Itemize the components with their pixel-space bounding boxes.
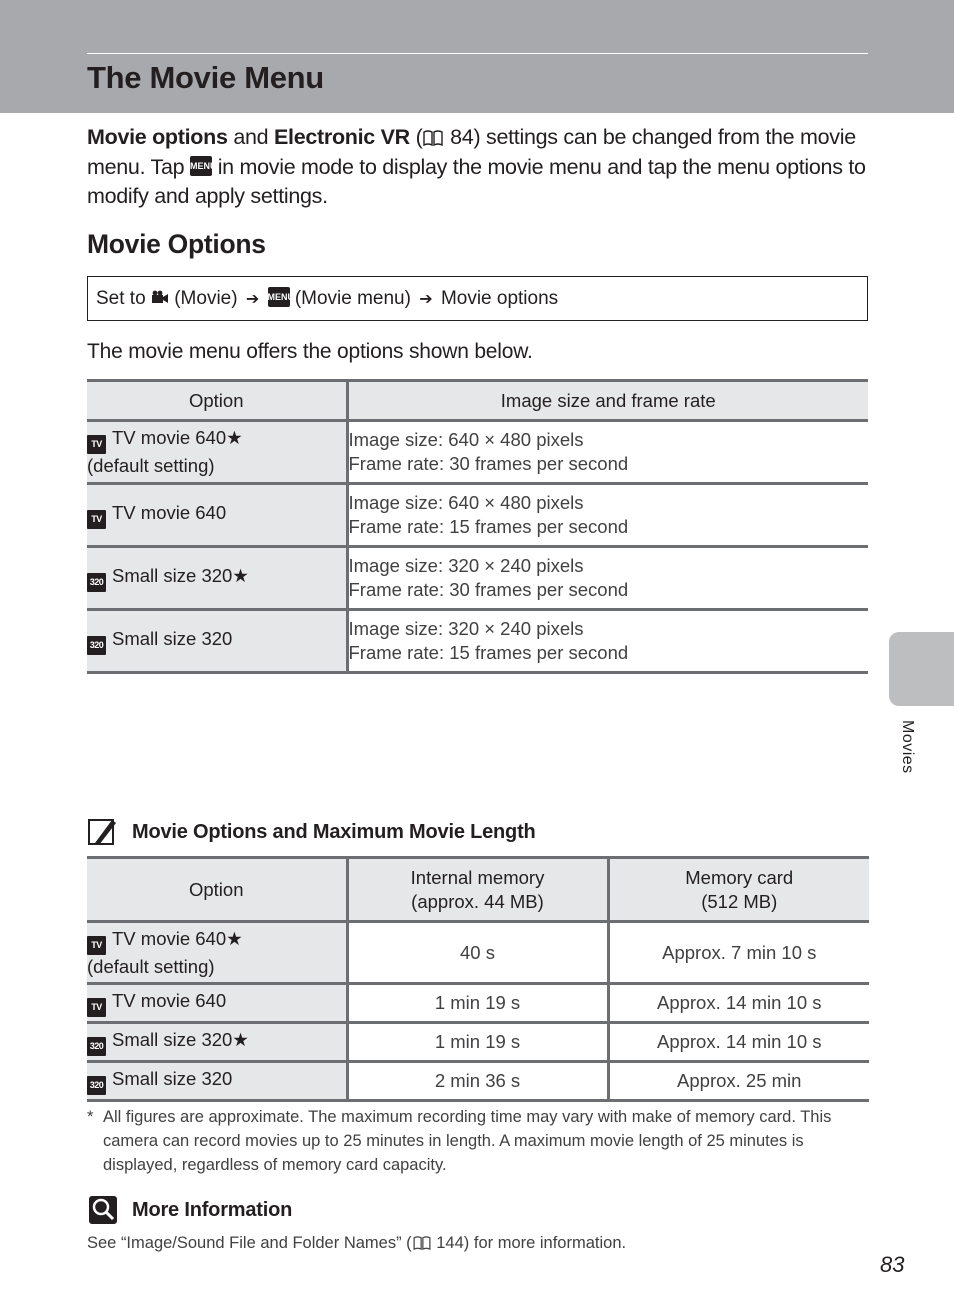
intro-text-1: settings can be changed from the movie menu. Tap (87, 125, 856, 179)
option-cell (87, 484, 347, 547)
image-size-text: Image size: 640 × 480 pixels (348, 429, 584, 450)
option-label: TV movie 640★ (112, 427, 243, 448)
internal-memory-label: Internal memory (410, 866, 545, 888)
option-label: TV movie 640 (112, 502, 227, 523)
intro-page-ref: 84 (450, 125, 474, 149)
memory-card-cell: Approx. 7 min 10 s (608, 922, 869, 984)
more-info-heading (88, 1194, 292, 1226)
path-movie-menu: (Movie menu) (294, 288, 411, 309)
internal-memory-cell: 1 min 19 s (347, 1023, 608, 1062)
value-cell (347, 610, 868, 673)
footnote-marker: * (87, 1108, 94, 1126)
table-row (87, 1023, 869, 1062)
column-header-internal-memory (347, 858, 608, 922)
memory-card-label: Memory card (685, 866, 794, 888)
section-title: Movie Options (87, 229, 266, 259)
column-header-memory-card (608, 858, 869, 922)
table-row (87, 984, 869, 1023)
option-cell (87, 547, 347, 610)
page-number: 83 (880, 1252, 905, 1277)
option-label: Small size 320★ (112, 565, 249, 586)
table-row (87, 1062, 869, 1101)
option-cell (87, 1062, 347, 1101)
tv-movie-icon: TV (87, 435, 106, 454)
memory-card-capacity: (512 MB) (701, 890, 778, 912)
value-cell (347, 421, 868, 484)
book-reference-icon (422, 130, 444, 146)
option-label: Small size 320 (112, 1068, 233, 1089)
option-label: Small size 320★ (112, 1029, 249, 1050)
frame-rate-text: Frame rate: 15 frames per second (348, 642, 629, 663)
frame-rate-text: Frame rate: 30 frames per second (348, 453, 629, 474)
note-pencil-icon (88, 817, 118, 847)
small-size-icon: 320 (87, 1076, 106, 1095)
more-info-title: More Information (132, 1198, 293, 1221)
frame-rate-text: Frame rate: 30 frames per second (348, 579, 629, 600)
intro-bold-electronic-vr: Electronic VR (274, 125, 410, 149)
option-cell (87, 610, 347, 673)
table-row (87, 547, 868, 610)
path-movie-options: Movie options (440, 288, 559, 309)
option-sublabel: (default setting) (87, 955, 215, 977)
side-tab (889, 632, 954, 706)
tv-movie-icon: TV (87, 998, 106, 1017)
intro-bold-movie-options: Movie options (87, 125, 228, 149)
column-header-option: Option (87, 858, 347, 922)
table-row (87, 922, 869, 984)
memory-card-cell: Approx. 25 min (608, 1062, 869, 1101)
column-header-image-size: Image size and frame rate (347, 381, 868, 421)
image-size-text: Image size: 640 × 480 pixels (348, 492, 584, 513)
more-info-text-after: ) for more information. (463, 1234, 627, 1252)
option-cell (87, 922, 347, 984)
option-cell (87, 421, 347, 484)
image-size-text: Image size: 320 × 240 pixels (348, 555, 584, 576)
more-info-text (87, 1234, 626, 1253)
frame-rate-text: Frame rate: 15 frames per second (348, 516, 629, 537)
more-info-magnifier-icon (88, 1195, 118, 1225)
table-row (87, 484, 868, 547)
small-size-icon: 320 (87, 573, 106, 592)
option-sublabel: (default setting) (87, 455, 215, 476)
option-label: Small size 320 (112, 628, 233, 649)
small-size-icon: 320 (87, 1037, 106, 1056)
internal-memory-cell: 2 min 36 s (347, 1062, 608, 1101)
value-cell (347, 547, 868, 610)
note-heading (88, 816, 536, 848)
memory-card-cell: Approx. 14 min 10 s (608, 984, 869, 1023)
options-intro-text: The movie menu offers the options shown below. (87, 340, 533, 363)
more-info-text-before: See “Image/Sound File and Folder Names” ( (87, 1234, 412, 1252)
option-cell (87, 1023, 347, 1062)
table-row (87, 610, 868, 673)
page-title: The Movie Menu (87, 60, 324, 95)
footnote-text: All figures are approximate. The maximum recording time may vary with make of memory card. This camera can record movies up to 25 minutes in length. A maximum movie length of 25 minutes is displayed, regardless of memory card capacity. (103, 1108, 832, 1174)
column-header-option: Option (87, 381, 347, 421)
option-label: TV movie 640★ (112, 927, 243, 949)
internal-memory-cell: 40 s (347, 922, 608, 984)
memory-card-cell: Approx. 14 min 10 s (608, 1023, 869, 1062)
header-rule (87, 53, 868, 54)
movie-camera-icon (151, 290, 169, 304)
side-tab-label: Movies (899, 720, 916, 774)
menu-icon: MENU (268, 287, 290, 307)
menu-icon: MENU (190, 156, 212, 176)
more-info-page-ref: 144 (436, 1234, 464, 1252)
internal-memory-capacity: (approx. 44 MB) (411, 890, 544, 912)
header-band (0, 0, 954, 113)
book-reference-icon (412, 1236, 432, 1250)
footnote (87, 1105, 867, 1177)
small-size-icon: 320 (87, 636, 106, 655)
arrow-icon: ➔ (245, 291, 260, 308)
option-cell (87, 984, 347, 1023)
intro-and: and (233, 125, 269, 149)
menu-path-box (87, 276, 868, 321)
path-set-to: Set to (96, 288, 146, 309)
intro-paragraph: Movie options and Electronic VR ( 84) settings can be changed from the movie menu. Tap MENU in movie mode to display the movie menu and tap the menu options to modify and apply settings. (87, 125, 866, 208)
path-movie: (Movie) (174, 288, 238, 309)
value-cell (347, 484, 868, 547)
note-title: Movie Options and Maximum Movie Length (132, 820, 536, 843)
option-label: TV movie 640 (112, 990, 227, 1011)
max-movie-length-table (87, 856, 869, 1102)
tv-movie-icon: TV (87, 510, 106, 529)
tv-movie-icon: TV (87, 936, 106, 955)
movie-options-table (87, 379, 868, 674)
internal-memory-cell: 1 min 19 s (347, 984, 608, 1023)
table-row (87, 421, 868, 484)
intro-text-2: in movie mode to display the movie menu and tap the menu options to modify and apply settings. (87, 154, 866, 208)
image-size-text: Image size: 320 × 240 pixels (348, 618, 584, 639)
arrow-icon: ➔ (419, 291, 433, 308)
